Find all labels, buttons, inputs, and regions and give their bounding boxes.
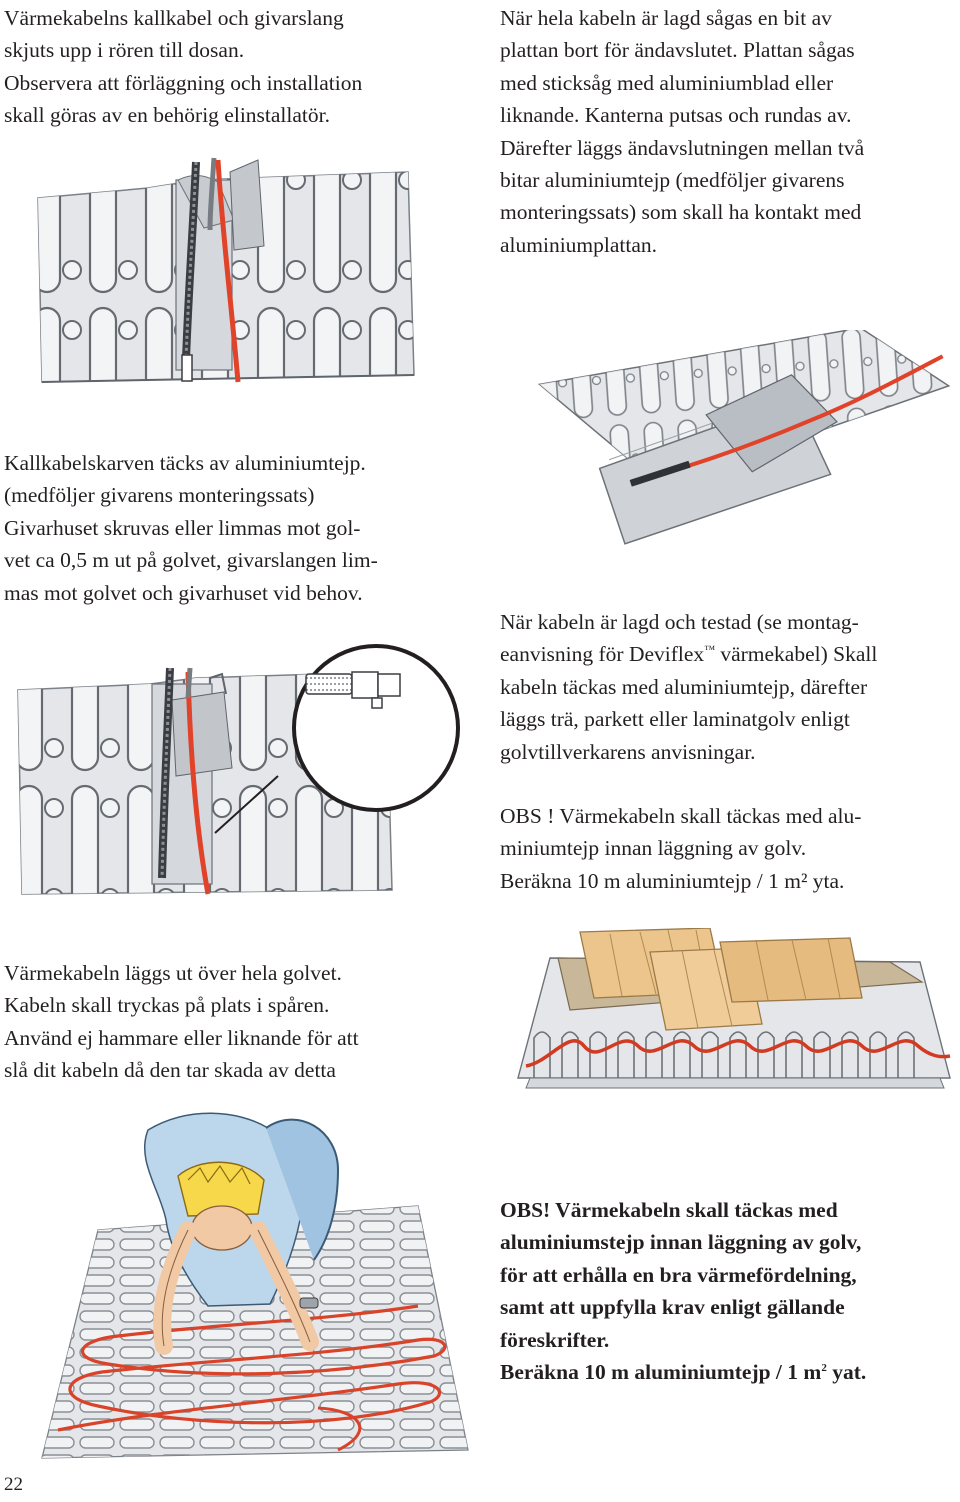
obs2-calc-line: Beräkna 10 m aluminiumtejp / 1 $m^2$ yat. xyxy=(500,1360,867,1385)
obs-note-1: OBS ! Värmekabeln skall täckas med alu- miniumtejp innan läggning av golv. Beräkna 10 m aluminiumtejp / 1 m² yta. xyxy=(500,800,861,897)
tested-paragraph: När kabeln är lagd och testad (se montag- eanvisning för Deviflex™ värmekabel) Skall kabeln täckas med aluminiumtejp, därefter läggs trä, parkett eller laminatgolv enligt golvtillverkarens anvisningar. xyxy=(500,610,878,764)
laying-paragraph: Värmekabeln läggs ut över hela golvet. Kabeln skall tryckas på plats i spåren. Använd ej hammare eller liknande för att slå dit kabeln då den tar skada av detta xyxy=(4,961,359,1083)
intro-paragraph: Värmekabelns kallkabel och givarslang skjuts upp i rören till dosan. Observera att förläggning och installation skall göras av en behörig elinstallatör. xyxy=(4,6,363,128)
figure-cold-cable-tube xyxy=(28,150,420,390)
trademark-symbol: ™ xyxy=(704,644,715,657)
splice-paragraph: Kallkabelskarven täcks av aluminiumtejp. (medföljer givarens monteringssats) Givarhuset skruvas eller limmas mot gol- vet ca 0,5 m ut på golvet, givarslangen lim- mas mot golvet och givarhuset vid behov. xyxy=(4,451,378,605)
page-number: 22 xyxy=(4,1474,23,1495)
figure-worker-laying-cable xyxy=(38,1110,470,1462)
figure-end-termination xyxy=(538,330,958,550)
figure-wood-floor xyxy=(510,928,958,1098)
obs1-calc-line: Beräkna 10 m aluminiumtejp / 1 m² yta. xyxy=(500,868,845,893)
obs-note-2: OBS! Värmekabeln skall täckas med aluminiumstejp innan läggning av golv, för att erhålla en bra värmefördelning, samt att uppfylla krav enligt gällande föreskrifter. Beräkna 10 m aluminiumtejp / 1 $m^2$ yat. xyxy=(500,1194,866,1388)
end-cut-paragraph: När hela kabeln är lagd sågas en bit av plattan bort för ändavslutet. Plattan sågas med sticksåg med aluminiumblad eller liknande. Kanterna putsas och rundas av. Därefter läggs ändavslutningen mellan två bitar aluminiumtejp (medföljer givarens monteringssats) som skall ha kontakt med aluminiumplattan. xyxy=(500,6,865,257)
tested-line-brand: eanvisning för Deviflex™ värmekabel) Skall xyxy=(500,642,878,667)
figure-sensor-housing xyxy=(10,628,480,898)
